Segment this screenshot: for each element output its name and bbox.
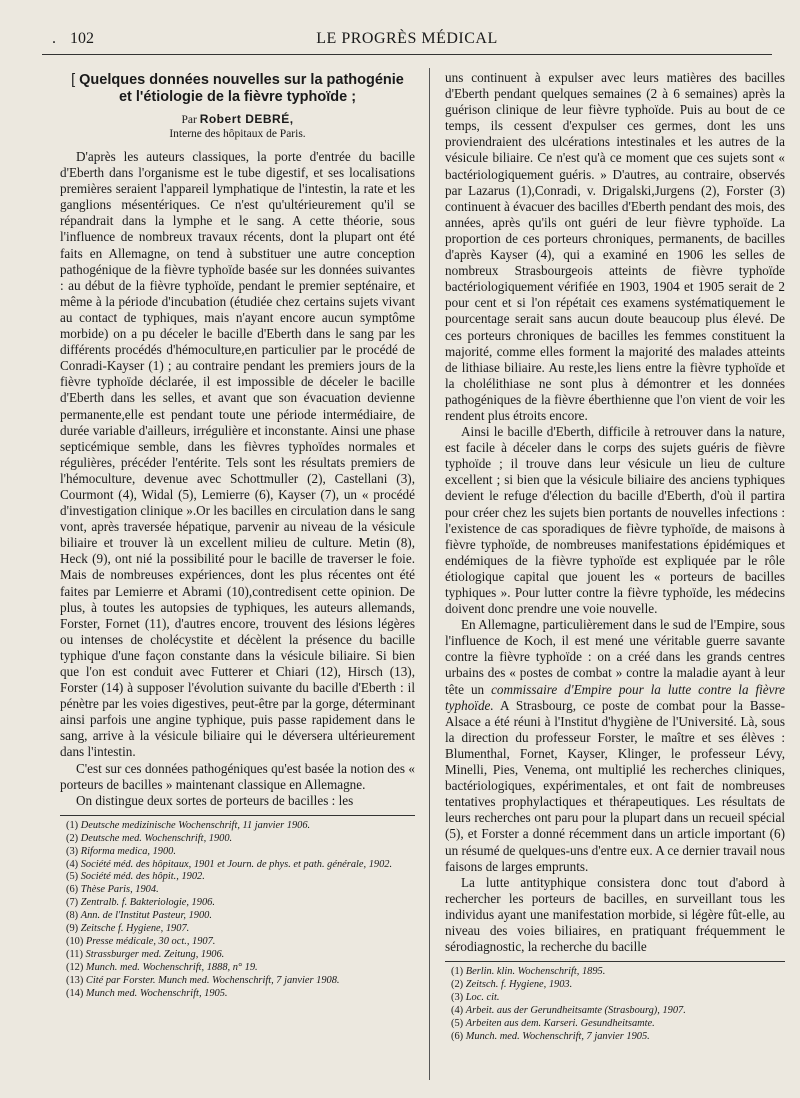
footnote-text: Société méd. des hôpitaux, 1901 et Journ. de phys. et path. générale, 1902. (80, 858, 393, 870)
article-title (60, 72, 415, 106)
footnote-text: Munch med. Wochenschrift, 1905. (85, 987, 228, 999)
footnote-number: (1) (451, 966, 464, 978)
footnote-number: (7) (66, 897, 79, 909)
paragraph-3: On distingue deux sortes de porteurs de bacilles : les (76, 792, 354, 808)
footnote-number: (10) (66, 936, 84, 947)
title-line-2: et l'étiologie de la fièvre typhoïde ; (118, 89, 357, 105)
footnote-text: Munch. med. Wochenschrift, 1888, n° 19. (85, 961, 258, 973)
footnote-text: Zeitsche f. Hygiene, 1907. (80, 923, 190, 935)
footnote-text: Strassburger med. Zeitung, 1906. (85, 948, 225, 960)
footnote-text: Thèse Paris, 1904. (80, 884, 159, 896)
footnote (60, 962, 415, 975)
footnote-number: (3) (66, 845, 79, 857)
footnote-text: Loc. cit. (465, 991, 500, 1003)
footnote (60, 871, 415, 884)
footnote (60, 988, 415, 1001)
footnote-text: Berlin. klin. Wochenschrift, 1895. (465, 966, 606, 978)
paragraph-5: Ainsi le bacille d'Eberth, difficile à retrouver dans la nature, est facile à déceler dans le corps des sujets guéris de fièvre typhoïde ; il trouve dans leur vésicule un lieu de culture excellent ; si bien que la vésicule biliaire des anciens typhiques devient le refuge d'élection du bacille d'Eberth, d'où il partira pour créer chez les sujets bien portants de nouvelles infections : l'existence de cas sporadiques de fièvre typhoïde, de maisons à fièvre typhoïde, de nombreuses manifestations épidémiques et endémiques de la fièvre typhoïde est expliquée par le rôle étiologique capital que jouent les « porteurs de bacilles typhiques ». Pour lutter contre la fièvre typhoïde, les médecins doivent donc prendre une voie nouvelle. (445, 424, 785, 617)
footnote-number: (9) (66, 923, 79, 935)
right-footnotes (445, 961, 785, 1043)
right-column (445, 70, 785, 1078)
footnote (60, 923, 415, 936)
footnote-text: Deutsche med. Wochenschrift, 1900. (80, 832, 233, 844)
footnote-number: (12) (66, 961, 84, 973)
footnote-text: Ann. de l'Institut Pasteur, 1900. (80, 910, 212, 922)
paragraph-4: uns continuent à expulser avec leurs matières des bacilles d'Eberth pendant quelques semaines (2 à 6 semaines) après la guérison clinique de leur fièvre typhoïde. Puis au bout de ce temps, ils cessent d'expulser ces germes, dont les uns proviendraient des ulcérations intestinales et les autres de la vésicule biliaire. Ce n'est qu'à ce moment que ces sujets sont « bactériologiquement guéris. » D'autres, au contraire, observés par Lazarus (1),Conradi, v. Drigalski,Jurgens (2), Forster (3) continuent à évacuer des bacilles d'Eberth pendant des mois, des années, après qu'ils ont guéri de leur fièvre typhoïde. La proportion de ces porteurs chroniques, permanents, de bacilles d'après Kayser (4), qui a examiné en 1906 les selles de nombreux Strasbourgeois atteints de fièvre typhoïde bactériologiquement vérifiée en 1903, 1904 et 1905 serait de 2 pour cent et si l'on répétait ces examens systématiquement le pourcentage serait sans aucun doute beaucoup plus élevé. De ces porteurs chroniques de bacilles les femmes constituent la majorité, comme elles forment la majorité des malades atteints de lithiase biliaire. Au reste,les liens entre la fièvre typhoïde et la cholélithiase ne sont plus à démontrer et les données pathogéniques de la fièvre éberthienne que l'on vient de voir les rendent plus étroits encore. (445, 70, 786, 423)
footnote (60, 846, 415, 859)
footnote-text: Presse médicale, 30 oct., 1907. (85, 936, 216, 947)
paragraph-1: D'après les auteurs classiques, la porte d'entrée du bacille d'Eberth dans l'organisme est le tube digestif, et ses localisations premières seraient l'appareil lymphatique de l'intestin, la rate et les ganglions mésentériques. Ce n'est qu'ultérieurement qu'il se répandrait dans la lymphe et le sang. A cette théorie, sous l'influence de nombreux travaux récents, dont la plupart ont été faits en Allemagne, on tend à substituer une autre conception pathogénique de la fièvre typhoïde basée sur les données suivantes : au début de la fièvre typhoïde, pendant le premier septénaire, et même à la période d'incubation (étudiée chez certains sujets vivant au contact de typhiques, mais n'ayant encore aucun symptôme morbide) on a pu déceler le bacille d'Eberth dans le sang par les différents procédés d'hémoculture,en particulier par le procédé de Conradi-Kayser (1) ; au contraire pendant les premiers jours de la fièvre typhoïde déclarée, il est impossible de déceler le bacille d'Eberth dans les selles, et avant que son évacuation devienne permanente,elle est pendant toute une période intermédiaire, de durée variable d'ailleurs, irrégulière et inconstante. Ainsi une phase septicémique semble, dans les fièvres typhoïdes normales et régulières, précéder l'entérite. Tels sont les résultats premiers de l'hémoculture, devenue avec Schottmuller (2), Castellani (3), Courmont (4), Widal (5), Lemierre (6), Kayser (7), un « procédé d'investigation clinique ».Or les bacilles en circulation dans le sang vont, après traversée hépatique, parvenir au niveau de la vésicule biliaire et trouver là un excellent milieu de culture. Metin (8), Heck (9), ont nié la possibilité pour le bacille de traverser le foie. Mais de nombreuses expériences, dont les plus récentes ont été faites par Lemierre et Abrami (10),contredisent cette opinion. De plus, à toutes les autopsies de typhiques, les auteurs allemands, Forster, Fornet (11), d'autres encore, trouvent des lésions légères ou intenses de cholécystite et décèlent la présence du bacille typhique d'une façon constante dans la vésicule biliaire. Si bien que l'on est conduit avec Futterer et Chiari (12), Hirsch (13), Forster (14) à supposer l'évolution suivante du bacille d'Eberth : il pénètre par les voies digestives, peut-être par la gorge, déterminant ainsi parfois une angine typhique, puis passe rapidement dans le sang, arrive à la vésicule biliaire qui le déversera ultérieurement dans l'intestin. (60, 149, 415, 760)
footnote (445, 1005, 785, 1018)
footnote (60, 884, 415, 897)
page-number: 102 (70, 30, 94, 47)
footnote-text: Arbeit. aus der Gerundheitsamte (Strasbourg), 1907. (465, 1004, 686, 1016)
footnote-number: (2) (66, 832, 79, 844)
footnote (60, 897, 415, 910)
footnote (60, 820, 415, 833)
footnote-text: Arbeiten aus dem. Karseri. Gesundheitsamte. (465, 1017, 655, 1029)
left-footnotes (60, 815, 415, 1001)
footnote-number: (4) (66, 858, 79, 870)
footnote-text: Deutsche medizinische Wochenschrift, 11 janvier 1906. (80, 819, 311, 831)
footnote (445, 979, 785, 992)
bracket-mark: [ (71, 72, 76, 88)
footnote-text: Société méd. des hôpit., 1902. (80, 871, 205, 883)
footnote-number: (5) (66, 871, 79, 883)
footnote-number: (6) (66, 884, 79, 896)
paragraph-6-italic: commissaire d'Empire pour la lutte contre la fièvre typhoïde. (445, 681, 785, 713)
footnote (60, 936, 415, 949)
footnote-text: Riforma medica, 1900. (80, 845, 176, 857)
footnote (60, 949, 415, 962)
footnote (445, 1018, 785, 1031)
journal-title: LE PROGRÈS MÉDICAL (316, 30, 498, 47)
footnote-number: (5) (451, 1017, 464, 1029)
footnote-number: (1) (66, 819, 79, 831)
header-dot: . (52, 30, 56, 47)
footnote (445, 1031, 785, 1044)
author-affiliation: Interne des hôpitaux de Paris. (169, 128, 306, 140)
footnote-number: (14) (66, 987, 84, 999)
footnote (445, 966, 785, 979)
footnote-text: Zeitsch. f. Hygiene, 1903. (465, 979, 573, 991)
paragraph-6-end: A Strasbourg, ce poste de combat pour la Basse-Alsace a été réuni à l'Institut d'hygiène de l'Université. Là, sous la direction du professeur Forster, le maître et ses élèves : Blumenthal, Fornet, Kayser, Klinger, le professeur Lévy, Minelli, Pies, Venema, ont multiplié les recherches cliniques, bactériologiques, expérimentales, et ont fait de nombreuses tentatives prophylactiques et thérapeutiques. Les résultats de leurs recherches ont paru pour la plupart dans un recueil spécial (5), et Forster a donné récemment dans un article important (6) un résumé de quelques-uns d'entre eux. A ce dernier travail nous faisons de larges emprunts. (445, 697, 785, 874)
footnote-text: Munch. med. Wochenschrift, 7 janvier 1905. (465, 1030, 650, 1042)
byline (60, 112, 415, 127)
footnote-number: (2) (451, 979, 464, 991)
paragraph-2: C'est sur ces données pathogéniques qu'est basée la notion des « porteurs de bacilles » maintenant classique en Allemagne. (60, 760, 415, 792)
footnote-number: (3) (451, 991, 464, 1003)
footnote (60, 975, 415, 988)
paragraph-6-start: En Allemagne, particulièrement dans le sud de l'Empire, sous l'influence de Koch, il est mené une véritable guerre savante contre la fièvre typhoïde : on a créé dans les grands centres urbains des « postes de combat » contre la maladie ayant à leur tête un (445, 617, 785, 697)
footnote-number: (8) (66, 910, 79, 922)
footnote-number: (13) (66, 974, 84, 986)
page-header (42, 28, 772, 55)
footnote (60, 833, 415, 846)
paragraph-7: La lutte antityphique consistera donc tout d'abord à rechercher les porteurs de bacilles, en surveillant tous les individus ayant une manifestation morbide, si légère fût-elle, au niveau des voies biliaires, en pratiquant fréquemment le sérodiagnostic, la recherche du bacille (445, 874, 785, 955)
left-column (60, 70, 415, 1078)
footnote-text: Cité par Forster. Munch med. Wochenschrift, 7 janvier 1908. (85, 974, 340, 986)
footnote-number: (11) (66, 948, 83, 960)
footnote (445, 992, 785, 1005)
footnote-number: (6) (451, 1030, 464, 1042)
footnote-text: Zentralb. f. Bakteriologie, 1906. (80, 897, 215, 909)
paragraph-6 (445, 617, 785, 875)
footnote-number: (4) (451, 1004, 464, 1016)
title-line-1: Quelques données nouvelles sur la pathogénie (79, 72, 404, 88)
footnote (60, 859, 415, 872)
footnote (60, 910, 415, 923)
byline-prefix: Par (181, 114, 197, 126)
author-name: Robert DEBRÉ, (199, 112, 294, 126)
column-divider (429, 68, 430, 1080)
